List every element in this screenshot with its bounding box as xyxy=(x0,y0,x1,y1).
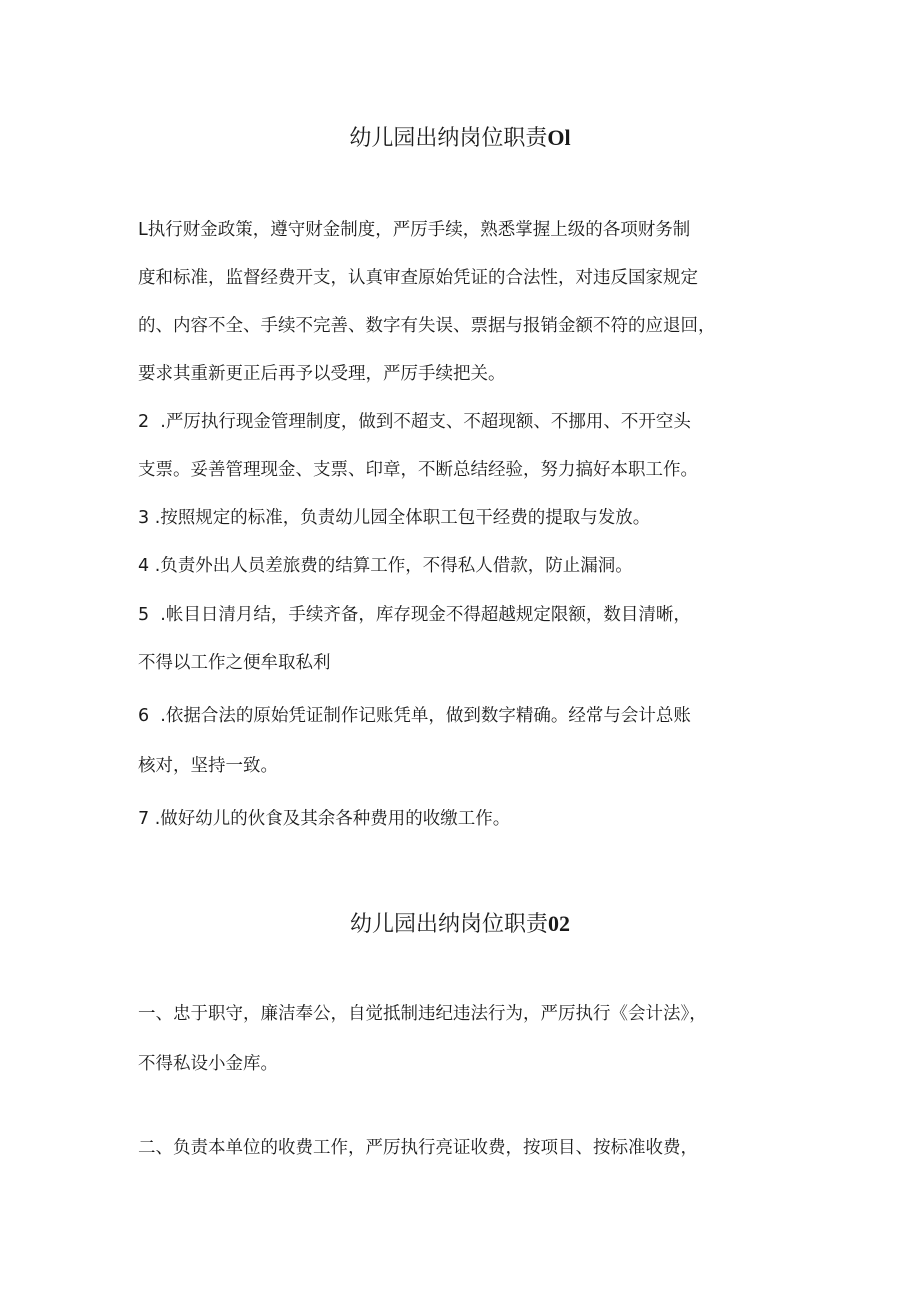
section-1-line: 支票。妥善管理现金、支票、印章，不断总结经验，努力搞好本职工作。 xyxy=(138,460,698,480)
section-2-title-number: 02 xyxy=(548,911,570,936)
section-1-line: 3 .按照规定的标准，负责幼儿园全体职工包干经费的提取与发放。 xyxy=(138,508,651,528)
section-1-line: L执行财金政策，遵守财金制度，严厉手续，熟悉掌握上级的各项财务制 xyxy=(138,220,691,240)
section-2-line: 二、负责本单位的收费工作，严厉执行亮证收费，按项目、按标准收费， xyxy=(138,1138,698,1158)
section-2-line: 不得私设小金库。 xyxy=(138,1054,278,1074)
section-1-title xyxy=(0,124,920,153)
section-1-line: 5 .帐目日清月结，手续齐备，库存现金不得超越规定限额，数目清晰， xyxy=(138,605,691,625)
section-2-title xyxy=(0,910,920,939)
section-1-line: 度和标准，监督经费开支，认真审查原始凭证的合法性，对违反国家规定 xyxy=(138,268,698,288)
section-2-line: 一、忠于职守，廉洁奉公，自觉抵制违纪违法行为，严厉执行《会计法》， xyxy=(138,1004,707,1024)
section-1-line: 核对，坚持一致。 xyxy=(138,756,278,776)
section-1-line: 4 .负责外出人员差旅费的结算工作，不得私人借款，防止漏洞。 xyxy=(138,556,633,576)
section-1-title-text: 幼儿园出纳岗位职责 xyxy=(349,126,548,151)
section-1-title-number: Ol xyxy=(547,125,571,150)
section-1-line: 不得以工作之便牟取私利 xyxy=(138,653,331,673)
section-1-line: 2 .严厉执行现金管理制度，做到不超支、不超现额、不挪用、不开空头 xyxy=(138,412,691,432)
section-1-line: 6 .依据合法的原始凭证制作记账凭单，做到数字精确。经常与会计总账 xyxy=(138,706,691,726)
section-1-line: 7 .做好幼儿的伙食及其余各种费用的收缴工作。 xyxy=(138,809,511,829)
section-1-line: 要求其重新更正后再予以受理，严厉手续把关。 xyxy=(138,364,506,384)
section-1-line: 的、内容不全、手续不完善、数字有失误、票据与报销金额不符的应退回， xyxy=(138,316,716,336)
section-2-title-text: 幼儿园出纳岗位职责 xyxy=(349,912,548,937)
